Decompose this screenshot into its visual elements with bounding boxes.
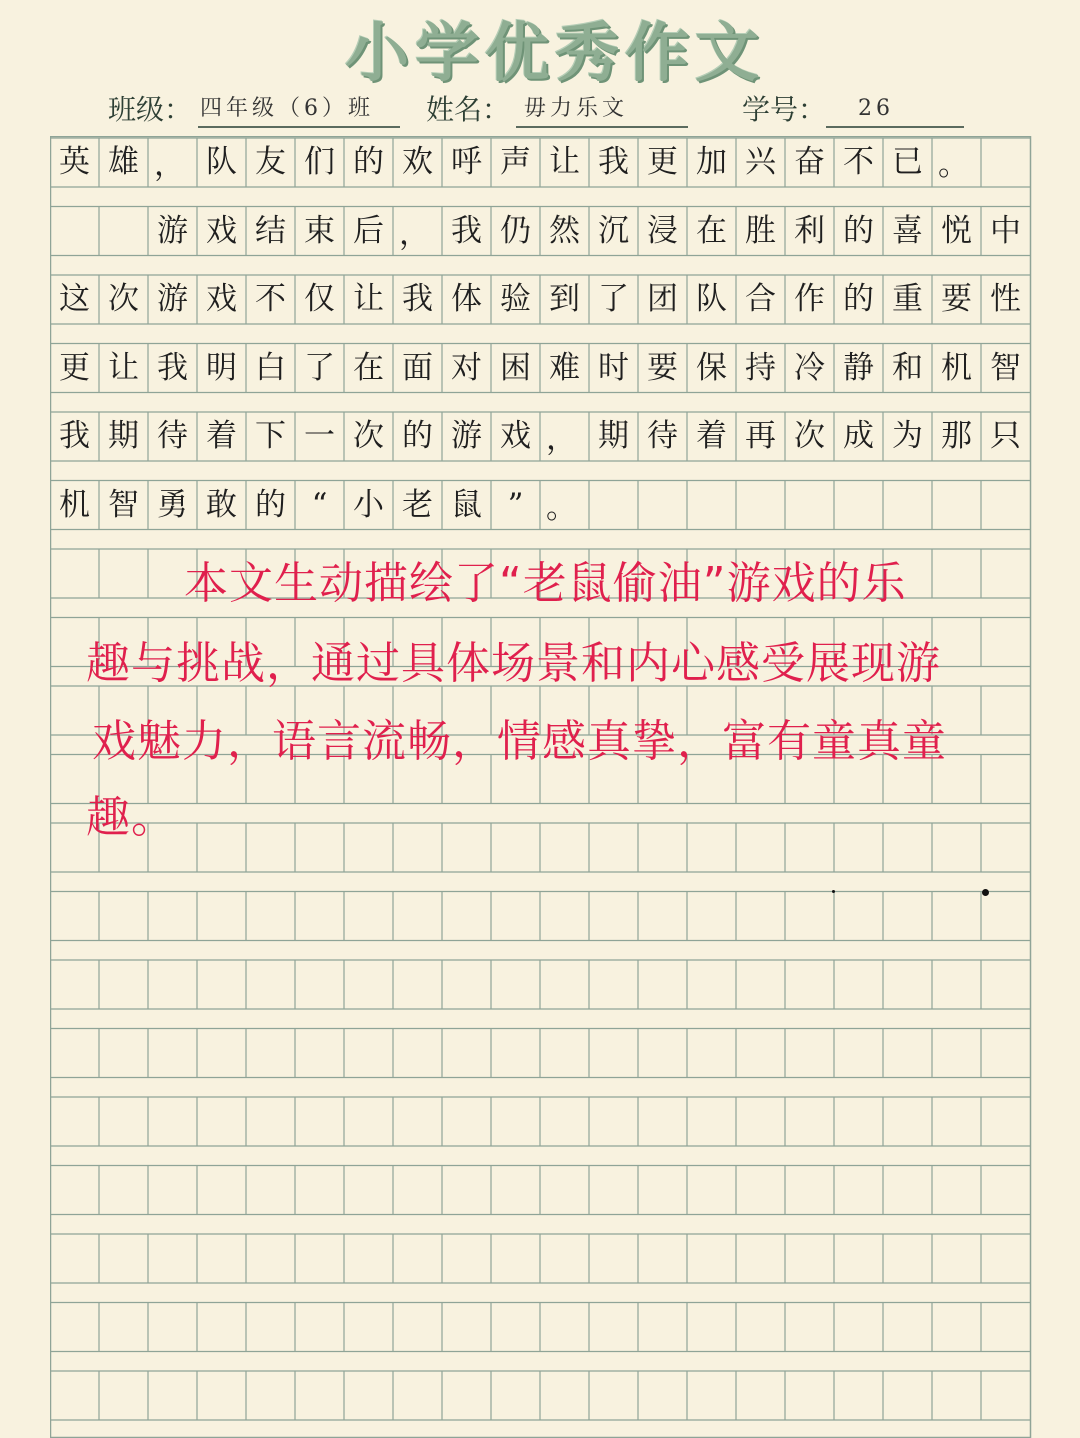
essay-char: 雄	[108, 144, 139, 180]
essay-char: 更	[59, 349, 90, 386]
name-label: 姓名：	[426, 93, 511, 126]
essay-char: 次	[794, 418, 825, 454]
essay-char: 时	[598, 349, 629, 386]
essay-char: 体	[451, 281, 482, 317]
essay-char: 我	[157, 349, 188, 386]
essay-char: 喜	[892, 212, 923, 249]
essay-char: 戏	[206, 212, 237, 249]
essay-char: 成	[843, 418, 874, 454]
essay-char: 的	[843, 212, 874, 249]
essay-char: 保	[696, 349, 727, 386]
page-title: 小学优秀作文	[345, 17, 765, 91]
essay-char: 结	[255, 212, 286, 249]
essay-char: ”	[507, 486, 524, 523]
essay-char: 冷	[794, 349, 825, 386]
essay-char: 待	[157, 418, 188, 454]
essay-char: ，	[546, 421, 577, 457]
essay-char: 了	[598, 281, 629, 317]
essay-char: 面	[402, 349, 433, 386]
essay-char: 后	[353, 212, 384, 249]
essay-char: 队	[206, 144, 237, 180]
essay-char: 勇	[157, 486, 188, 523]
essay-char: 浸	[647, 212, 678, 249]
essay-char: 中	[990, 212, 1021, 249]
essay-char: 智	[108, 486, 139, 523]
essay-char: 我	[451, 212, 482, 249]
essay-char: 鼠	[451, 486, 482, 523]
essay-char: 机	[59, 486, 90, 523]
essay-char: 白	[255, 349, 286, 386]
essay-char: 不	[843, 144, 874, 180]
essay-char: 团	[647, 281, 678, 317]
grid-paper	[50, 136, 1038, 1438]
essay-char: 的	[353, 144, 384, 180]
student-number-value: 26	[858, 96, 894, 121]
name-value: 毋力乐文	[524, 96, 629, 121]
essay-char: 机	[941, 349, 972, 386]
essay-char: 老	[402, 486, 433, 523]
essay-char: ，	[399, 215, 430, 252]
essay-char: 的	[843, 281, 874, 317]
essay-char: 待	[647, 418, 678, 454]
ink-dot	[982, 889, 989, 896]
essay-char: 再	[745, 418, 776, 454]
essay-char: 游	[157, 281, 188, 317]
teacher-comment-line: 趣与挑战，通过具体场景和内心感受展现游	[86, 638, 941, 689]
essay-char: 持	[745, 349, 776, 386]
name-underline	[516, 126, 688, 128]
essay-char: 和	[892, 349, 923, 386]
essay-char: 要	[647, 349, 678, 386]
essay-char: 戏	[500, 418, 531, 454]
essay-char: ，	[154, 147, 185, 183]
essay-char: 期	[108, 418, 139, 454]
essay-char: 次	[353, 418, 384, 454]
student-number-label: 学号：	[742, 93, 827, 126]
essay-char: 让	[549, 144, 580, 180]
essay-char: 那	[941, 418, 972, 454]
essay-char: 队	[696, 281, 727, 317]
essay-char: 合	[745, 281, 776, 317]
essay-char: 让	[353, 281, 384, 317]
essay-char: 沉	[598, 212, 629, 249]
teacher-comment-line: 趣。	[86, 792, 176, 843]
essay-char: 只	[990, 418, 1021, 454]
essay-char: 敢	[206, 486, 237, 523]
essay-char: 我	[402, 281, 433, 317]
essay-char: 游	[157, 212, 188, 249]
essay-char: 下	[255, 418, 286, 454]
essay-char: 次	[108, 281, 139, 317]
essay-char: 验	[500, 281, 531, 317]
essay-char: 。	[938, 147, 969, 183]
essay-char: 着	[696, 418, 727, 454]
essay-char: 静	[843, 349, 874, 386]
essay-char: 性	[990, 281, 1021, 317]
essay-char: 。	[546, 489, 577, 526]
essay-char: 着	[206, 418, 237, 454]
essay-char: 了	[304, 349, 335, 386]
essay-char: 不	[255, 281, 286, 317]
essay-char: 一	[304, 418, 335, 454]
essay-char: 智	[990, 349, 1021, 386]
essay-char: 奋	[794, 144, 825, 180]
essay-char: 我	[59, 418, 90, 454]
essay-char: 仅	[304, 281, 335, 317]
class-value: 四年级（6）班	[200, 96, 374, 121]
essay-char	[99, 207, 148, 256]
essay-char	[50, 207, 99, 256]
essay-char: 欢	[402, 144, 433, 180]
essay-char: 悦	[941, 212, 972, 249]
essay-char: 期	[598, 418, 629, 454]
essay-char: 友	[255, 144, 286, 180]
essay-char: 已	[892, 144, 923, 180]
essay-char: 束	[304, 212, 335, 249]
essay-char: 明	[206, 349, 237, 386]
essay-char: 声	[500, 144, 531, 180]
essay-char: 作	[794, 281, 825, 317]
essay-char: 们	[304, 144, 335, 180]
essay-char: 然	[549, 212, 580, 249]
teacher-comment-line: 戏魅力，语言流畅，情感真挚，富有童真童	[92, 716, 947, 767]
essay-char: 难	[549, 349, 580, 386]
essay-char: 到	[549, 281, 580, 317]
class-label: 班级：	[108, 93, 193, 126]
essay-char: 让	[108, 349, 139, 386]
essay-char: 为	[892, 418, 923, 454]
teacher-comment-line: 本文生动描绘了“老鼠偷油”游戏的乐	[184, 558, 907, 609]
class-underline	[198, 126, 400, 128]
essay-char: 的	[255, 486, 286, 523]
ink-dot	[832, 890, 835, 893]
essay-char: 仍	[500, 212, 531, 249]
essay-char: 小	[353, 486, 384, 523]
essay-char: 对	[451, 349, 482, 386]
essay-char: 的	[402, 418, 433, 454]
essay-char: 兴	[745, 144, 776, 180]
essay-char: 加	[696, 144, 727, 180]
essay-char: 重	[892, 281, 923, 317]
essay-char: 胜	[745, 212, 776, 249]
essay-char: 游	[451, 418, 482, 454]
essay-char: 戏	[206, 281, 237, 317]
essay-char: 英	[59, 144, 90, 180]
essay-char: 利	[794, 212, 825, 249]
student-number-underline	[826, 126, 964, 128]
essay-char: 更	[647, 144, 678, 180]
essay-char: 困	[500, 349, 531, 386]
essay-char: “	[311, 486, 328, 523]
essay-char: 这	[59, 281, 90, 317]
essay-char: 我	[598, 144, 629, 180]
essay-char: 在	[353, 349, 384, 386]
essay-char: 在	[696, 212, 727, 249]
essay-char: 要	[941, 281, 972, 317]
essay-char: 呼	[451, 144, 482, 180]
